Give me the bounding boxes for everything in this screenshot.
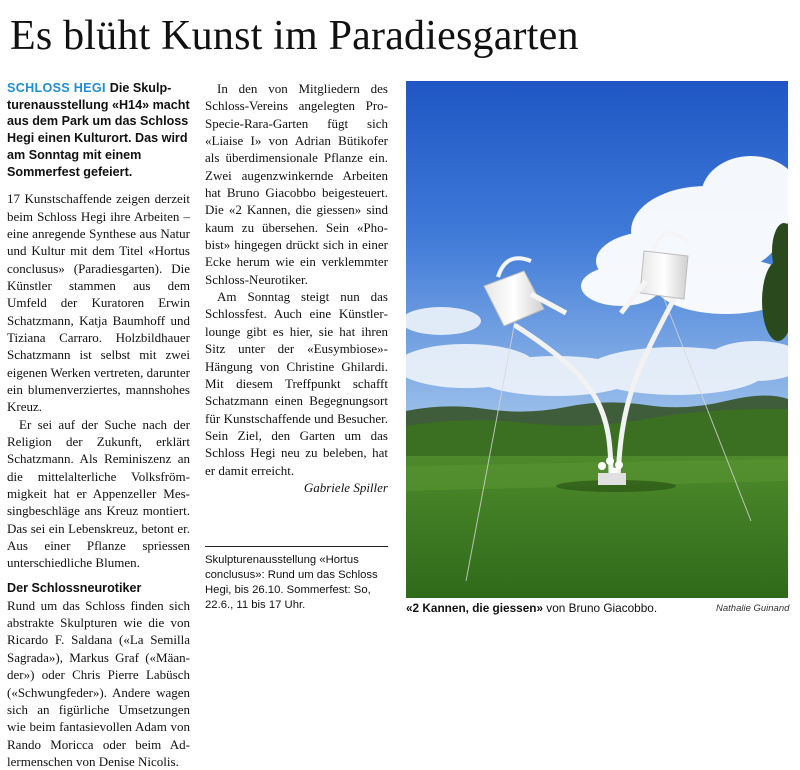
caption-text: von Bruno Giacobbo.: [543, 601, 658, 615]
text-column-2: [205, 80, 388, 496]
photo-caption: [406, 601, 657, 615]
body-paragraph-2: Er sei auf der Suche nach der Religion der Zukunft, erklärt Schatzmann. Als Reminiszenz an die mittelalterliche Volksfrömmigkeit hat er Appenzeller Messingbeschläge ans Kreuz montiert. Das sei ein Lebenskreuz, betont er. Aus einer Pflanze spriessen unterschiedliche Blumen.: [7, 416, 190, 571]
body-paragraph-5: Am Sonntag steigt nun das Schlossfest. Auch eine Künstlerlounge gibt es hier, sie hat ihren Sitz unter der «Eusymbiose»-Hängung von Christine Ghilardi. Mit diesem Treffpunkt schafft Schatzmann einen Begegnungsort für Kunstschaffende und Besucher. Sein Ziel, den Garten um das Schloss Hegi neu zu beleben, hat er damit erreicht.: [205, 289, 388, 478]
subheading: Der Schlossneurotiker: [7, 580, 142, 595]
text-column-1: [7, 80, 190, 770]
sculpture-photo: [406, 81, 788, 598]
photo-credit: Nathalie Guinand: [716, 603, 790, 614]
lead-text: Die Skulpturenausstellung «H14» macht aus dem Park um das Schloss Hegi einen Kulturort. Das wird am Sonntag mit einem Sommerfest gefeiert.: [7, 81, 190, 179]
body-paragraph-3: Rund um das Schloss finden sich abstrakte Skulpturen wie die von Ricardo F. Saldana («La Semilla Sagrada»), Markus Graf («Mäander») oder Chris Pierre Labüsch («Schwungfeder»). Andere wagen sich an figürliche Umsetzungen wie beim fantasievollen Adam von Rando Moricca oder beim Adlermenschen von Denise Nicolis.: [7, 597, 190, 769]
dateline: SCHLOSS HEGI: [7, 81, 106, 95]
caption-title: «2 Kannen, die giessen»: [406, 601, 544, 615]
body-paragraph-4: In den von Mitgliedern des Schloss-Vereins angelegten ProSpecie-Rara-Garten fügt sich «Liaise I» von Adrian Bütikofer als überdimensionale Pflanze ein. Zwei augenzwinkernde Arbeiten hat Bruno Giacobbo beigesteuert. Die «2 Kannen, die giessen» sind kaum zu übersehen. Sein «Phobist» hingegen drückt sich in einer Ecke herum wie ein verklemmter Schloss-Neurotiker.: [205, 81, 388, 287]
body-paragraph-1: 17 Kunstschaffende zeigen derzeit beim Schloss Hegi ihre Arbeiten – eine anregende Synthese aus Natur und Kultur mit dem Titel «Hortus conclusus» (Paradiesgarten). Die Künstler stammen aus dem Umfeld der Kuratoren Erwin Schatzmann, Katja Baumhoff und Tiziana Carraro. Holzbildhauer Schatzmann ist selbst mit zwei eigenen Werken vertreten, darunter ein blumenverziertes, mannshohes Kreuz.: [7, 191, 190, 415]
author-byline: Gabriele Spiller: [303, 479, 388, 495]
article-headline: Es blüht Kunst im Paradiesgarten: [10, 13, 579, 59]
lead-paragraph: [7, 80, 190, 180]
event-info-box: Skulpturenausstellung «Hortus conclusus»: Rund um das Schloss Hegi, bis 26.10. Sommerfest: So, 22.6., 11 bis 17 Uhr.: [205, 546, 388, 613]
